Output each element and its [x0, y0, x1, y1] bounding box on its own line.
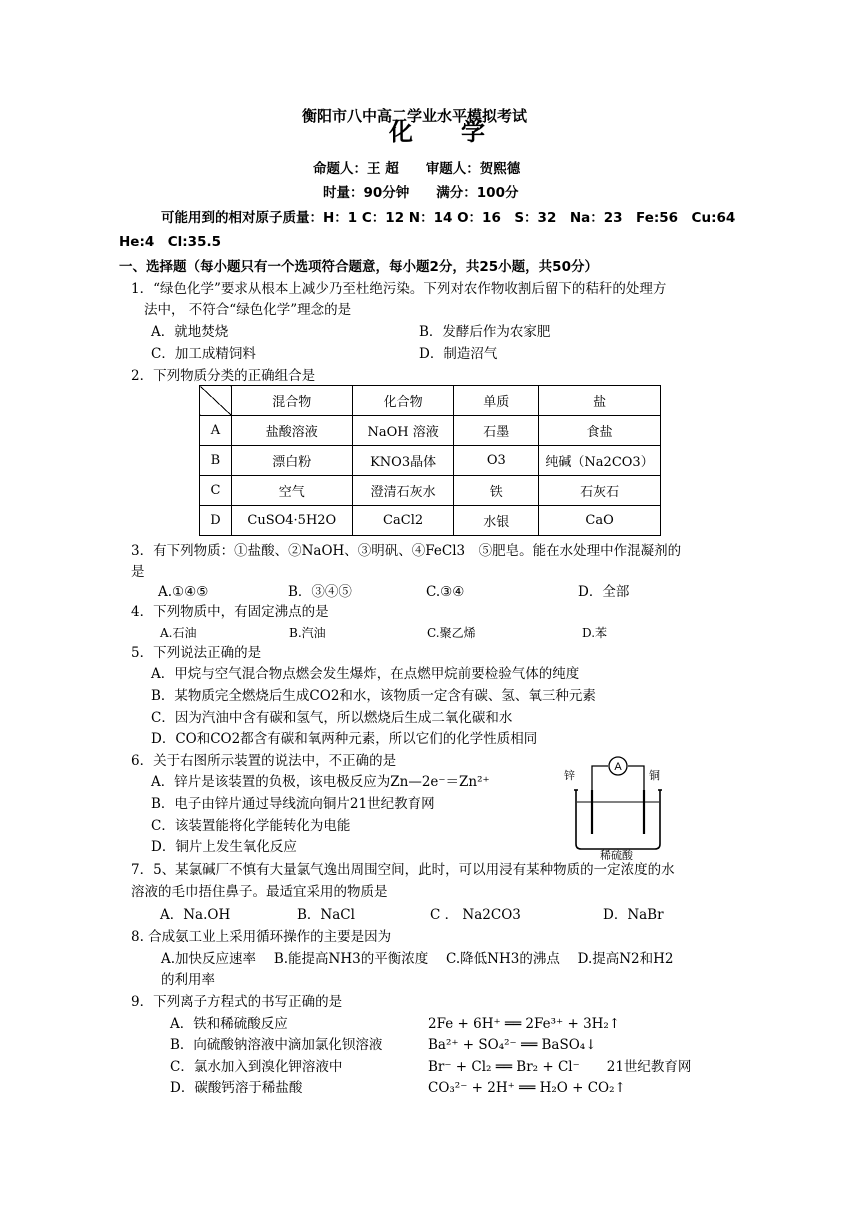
row-label: D: [200, 506, 232, 536]
table-cell: 石墨: [454, 416, 539, 446]
q7-option-b: B．NaCl: [297, 907, 355, 923]
table-cell: 食盐: [539, 416, 661, 446]
q1-option-a: A．就地焚烧: [151, 324, 229, 340]
q9-option-d-equation: CO₃²⁻ + 2H⁺ ══ H₂O + CO₂↑: [428, 1080, 626, 1096]
q8-stem: 8. 合成氨工业上采用循环操作的主要是因为: [131, 929, 392, 945]
q8-options-1: A.加快反应速率 B.能提高NH3的平衡浓度 C.降低NH3的沸点 D.提高N2和H2: [161, 951, 674, 967]
table-cell: 石灰石: [539, 476, 661, 506]
q1-option-c: C．加工成精饲料: [151, 346, 256, 362]
q4-stem: 4．下列物质中，有固定沸点的是: [131, 604, 329, 620]
classification-table: [199, 385, 661, 536]
q5-option-c: C．因为汽油中含有碳和氢气，所以燃烧后生成二氧化碳和水: [151, 710, 513, 726]
q6-option-b: B．电子由锌片通过导线流向铜片21世纪教育网: [151, 796, 435, 812]
q4-option-b: B.汽油: [289, 626, 326, 640]
row-label: A: [200, 416, 232, 446]
q7-stem-1: 7．5、某氯碱厂不慎有大量氯气逸出周围空间，此时，可以用浸有某种物质的一定浓度的水: [131, 862, 675, 878]
q9-option-b-text: B．向硫酸钠溶液中滴加氯化钡溶液: [170, 1037, 383, 1053]
galvanic-cell-figure: [560, 752, 670, 860]
q3-option-c: C.③④: [426, 584, 465, 600]
q3-stem-1: 3．有下列物质：①盐酸、②NaOH、③明矾、④FeCl3 ⑤肥皂。能在水处理中作混凝剂的: [131, 543, 682, 559]
table-header-cell: 盐: [539, 386, 661, 416]
time-score-line: 时量：90分钟 满分：100分: [323, 185, 519, 201]
row-label: B: [200, 446, 232, 476]
q3-stem-2: 是: [131, 564, 145, 580]
q5-option-a: A．甲烷与空气混合物点燃会发生爆炸，在点燃甲烷前要检验气体的纯度: [151, 666, 580, 682]
q8-options-2: 的利用率: [161, 972, 215, 988]
q3-option-a: A.①④⑤: [158, 584, 209, 600]
table-cell: KNO3晶体: [352, 446, 454, 476]
table-cell: 铁: [454, 476, 539, 506]
q2-stem: 2．下列物质分类的正确组合是: [131, 368, 316, 384]
q9-option-c-text: C．氯水加入到溴化钾溶液中: [170, 1059, 343, 1075]
row-label: C: [200, 476, 232, 506]
q9-option-a-equation: 2Fe + 6H⁺ ══ 2Fe³⁺ + 3H₂↑: [428, 1016, 621, 1032]
table-header-cell: 混合物: [231, 386, 352, 416]
q4-option-d: D.苯: [582, 626, 608, 640]
atomic-mass-line-2: He:4 Cl:35.5: [119, 234, 221, 250]
table-corner-cell: [200, 386, 232, 416]
q1-stem-1: 1．“绿色化学”要求从根本上减少乃至杜绝污染。下列对农作物收割后留下的秸秆的处理方: [131, 281, 667, 297]
acid-label: 稀硫酸: [600, 849, 633, 860]
table-cell: NaOH 溶液: [352, 416, 454, 446]
q5-option-b: B．某物质完全燃烧后生成CO2和水，该物质一定含有碳、氢、氧三种元素: [151, 688, 596, 704]
q5-stem: 5．下列说法正确的是: [131, 645, 262, 661]
table-cell: 空气: [231, 476, 352, 506]
table-row: [200, 416, 661, 446]
q9-option-b-equation: Ba²⁺ + SO₄²⁻ ══ BaSO₄↓: [428, 1037, 597, 1053]
q4-option-a: A.石油: [160, 626, 197, 640]
table-cell: O3: [454, 446, 539, 476]
q4-option-c: C.聚乙烯: [427, 626, 476, 640]
q9-option-a-text: A．铁和稀硫酸反应: [170, 1016, 288, 1032]
q7-stem-2: 溶液的毛巾捂住鼻子。最适宜采用的物质是: [131, 884, 388, 900]
table-header-cell: 单质: [454, 386, 539, 416]
q3-option-b: B．③④⑤: [288, 584, 352, 600]
q7-option-c: C ． Na2CO3: [430, 907, 521, 923]
table-cell: 纯碱（Na2CO3）: [539, 446, 661, 476]
table-cell: 水银: [454, 506, 539, 536]
subject-title: 化 学: [389, 118, 485, 146]
table-cell: 盐酸溶液: [231, 416, 352, 446]
q6-stem: 6．关于右图所示装置的说法中，不正确的是: [131, 753, 397, 769]
table-cell: CaO: [539, 506, 661, 536]
table-cell: CaCl2: [352, 506, 454, 536]
beaker-icon: [576, 790, 660, 849]
q9-option-d-text: D．碳酸钙溶于稀盐酸: [170, 1080, 303, 1096]
q6-option-d: D．铜片上发生氧化反应: [151, 839, 297, 855]
q1-option-b: B．发酵后作为农家肥: [419, 324, 551, 340]
table-row: [200, 476, 661, 506]
ammeter-label: A: [614, 761, 622, 773]
authors-line: 命题人：王 超 审题人：贺熙德: [313, 161, 521, 177]
q1-option-d: D．制造沼气: [419, 346, 498, 362]
q5-option-d: D．CO和CO2都含有碳和氧两种元素，所以它们的化学性质相同: [151, 731, 538, 747]
section-heading: 一、选择题（每小题只有一个选项符合题意，每小题2分，共25小题，共50分）: [119, 259, 598, 275]
table-header-row: [200, 386, 661, 416]
q7-option-a: A．Na.OH: [160, 907, 231, 923]
table-row: [200, 506, 661, 536]
table-row: [200, 446, 661, 476]
atomic-mass-line-1: 可能用到的相对原子质量：H：1 C：12 N：14 O：16 S：32 Na：23 Fe:56 Cu:64: [161, 210, 736, 226]
zinc-label: 锌: [564, 769, 575, 782]
q6-option-c: C．该装置能将化学能转化为电能: [151, 818, 351, 834]
copper-label: 铜: [649, 769, 660, 782]
q9-option-c-equation: Br⁻ + Cl₂ ══ Br₂ + Cl⁻ 21世纪教育网: [428, 1059, 692, 1075]
exam-title: 衡阳市八中高二学业水平模拟考试: [302, 107, 528, 125]
q6-option-a: A．锌片是该装置的负极，该电极反应为Zn—2e⁻＝Zn²⁺: [151, 774, 490, 790]
table-header-cell: 化合物: [352, 386, 454, 416]
q1-stem-2: 法中， 不符合“绿色化学”理念的是: [144, 302, 352, 318]
table-cell: 澄清石灰水: [352, 476, 454, 506]
table-cell: CuSO4·5H2O: [231, 506, 352, 536]
q7-option-d: D．NaBr: [603, 907, 664, 923]
q9-stem: 9．下列离子方程式的书写正确的是: [131, 994, 343, 1010]
q3-option-d: D．全部: [578, 584, 630, 600]
table-cell: 漂白粉: [231, 446, 352, 476]
